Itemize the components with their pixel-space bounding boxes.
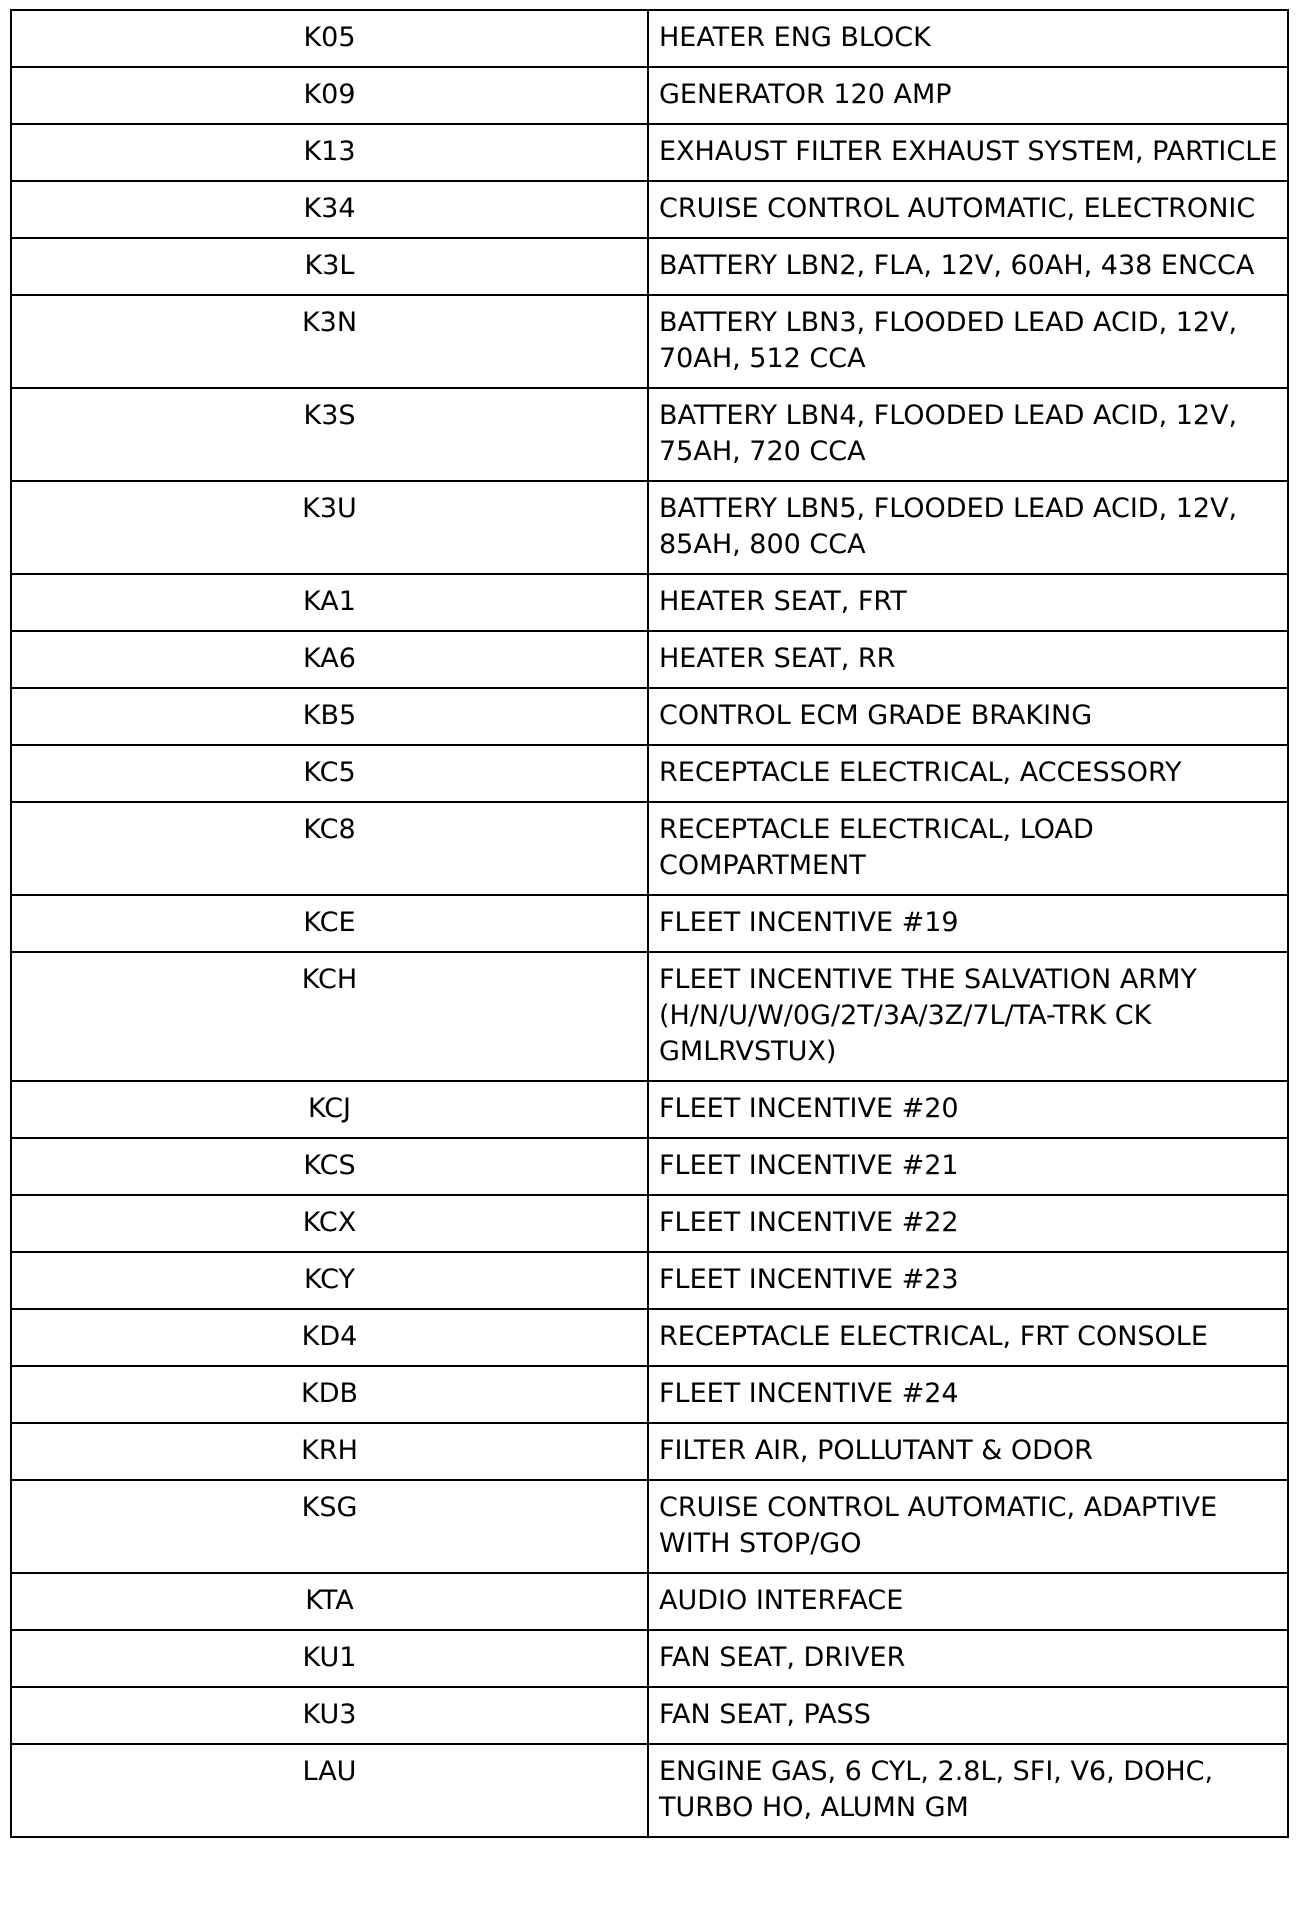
option-code-cell: KCS xyxy=(11,1138,648,1195)
option-description-cell: FAN SEAT, PASS xyxy=(648,1687,1288,1744)
option-description-cell: FLEET INCENTIVE #19 xyxy=(648,895,1288,952)
option-code-cell: LAU xyxy=(11,1744,648,1837)
option-code-cell: KD4 xyxy=(11,1309,648,1366)
option-description-cell: FLEET INCENTIVE #24 xyxy=(648,1366,1288,1423)
option-code-cell: K05 xyxy=(11,10,648,67)
table-row xyxy=(11,1366,1288,1423)
table-row xyxy=(11,895,1288,952)
option-description-cell: EXHAUST FILTER EXHAUST SYSTEM, PARTICLE xyxy=(648,124,1288,181)
option-code-cell: KTA xyxy=(11,1573,648,1630)
table-row xyxy=(11,67,1288,124)
option-code-cell: KCJ xyxy=(11,1081,648,1138)
table-row xyxy=(11,745,1288,802)
table-row xyxy=(11,1081,1288,1138)
option-code-cell: KU3 xyxy=(11,1687,648,1744)
option-code-cell: K3S xyxy=(11,388,648,481)
option-description-cell: BATTERY LBN4, FLOODED LEAD ACID, 12V, 75AH, 720 CCA xyxy=(648,388,1288,481)
table-row xyxy=(11,388,1288,481)
option-code-cell: KSG xyxy=(11,1480,648,1573)
table-row xyxy=(11,124,1288,181)
option-description-cell: CRUISE CONTROL AUTOMATIC, ADAPTIVE WITH STOP/GO xyxy=(648,1480,1288,1573)
option-code-cell: KRH xyxy=(11,1423,648,1480)
option-codes-table xyxy=(10,9,1289,1838)
table-row xyxy=(11,1252,1288,1309)
option-description-cell: HEATER SEAT, RR xyxy=(648,631,1288,688)
option-code-cell: KCX xyxy=(11,1195,648,1252)
table-row xyxy=(11,1423,1288,1480)
option-description-cell: HEATER SEAT, FRT xyxy=(648,574,1288,631)
option-description-cell: BATTERY LBN2, FLA, 12V, 60AH, 438 ENCCA xyxy=(648,238,1288,295)
table-row xyxy=(11,10,1288,67)
option-description-cell: AUDIO INTERFACE xyxy=(648,1573,1288,1630)
table-row xyxy=(11,1480,1288,1573)
option-code-cell: KC5 xyxy=(11,745,648,802)
option-code-cell: K3N xyxy=(11,295,648,388)
option-code-cell: KA1 xyxy=(11,574,648,631)
table-row xyxy=(11,952,1288,1081)
option-code-cell: KDB xyxy=(11,1366,648,1423)
table-row xyxy=(11,802,1288,895)
option-code-cell: KA6 xyxy=(11,631,648,688)
table-row xyxy=(11,481,1288,574)
option-codes-table-body xyxy=(11,10,1288,1837)
table-row xyxy=(11,1138,1288,1195)
option-description-cell: FILTER AIR, POLLUTANT & ODOR xyxy=(648,1423,1288,1480)
option-code-cell: KU1 xyxy=(11,1630,648,1687)
option-description-cell: FLEET INCENTIVE #20 xyxy=(648,1081,1288,1138)
option-code-cell: KCH xyxy=(11,952,648,1081)
option-code-cell: K3L xyxy=(11,238,648,295)
option-code-cell: K3U xyxy=(11,481,648,574)
table-row xyxy=(11,688,1288,745)
option-description-cell: FLEET INCENTIVE #21 xyxy=(648,1138,1288,1195)
table-row xyxy=(11,1630,1288,1687)
option-description-cell: RECEPTACLE ELECTRICAL, LOAD COMPARTMENT xyxy=(648,802,1288,895)
option-description-cell: RECEPTACLE ELECTRICAL, FRT CONSOLE xyxy=(648,1309,1288,1366)
option-code-cell: K13 xyxy=(11,124,648,181)
table-row xyxy=(11,1309,1288,1366)
option-code-cell: KCY xyxy=(11,1252,648,1309)
option-description-cell: FLEET INCENTIVE #22 xyxy=(648,1195,1288,1252)
option-description-cell: BATTERY LBN3, FLOODED LEAD ACID, 12V, 70AH, 512 CCA xyxy=(648,295,1288,388)
table-row xyxy=(11,1573,1288,1630)
option-description-cell: RECEPTACLE ELECTRICAL, ACCESSORY xyxy=(648,745,1288,802)
table-row xyxy=(11,1195,1288,1252)
table-row xyxy=(11,574,1288,631)
table-row xyxy=(11,1687,1288,1744)
table-row xyxy=(11,181,1288,238)
table-row xyxy=(11,631,1288,688)
option-description-cell: CONTROL ECM GRADE BRAKING xyxy=(648,688,1288,745)
option-description-cell: FAN SEAT, DRIVER xyxy=(648,1630,1288,1687)
option-description-cell: FLEET INCENTIVE #23 xyxy=(648,1252,1288,1309)
option-code-cell: KCE xyxy=(11,895,648,952)
option-description-cell: HEATER ENG BLOCK xyxy=(648,10,1288,67)
table-row xyxy=(11,1744,1288,1837)
table-row xyxy=(11,295,1288,388)
option-description-cell: ENGINE GAS, 6 CYL, 2.8L, SFI, V6, DOHC, TURBO HO, ALUMN GM xyxy=(648,1744,1288,1837)
option-code-cell: K09 xyxy=(11,67,648,124)
option-description-cell: BATTERY LBN5, FLOODED LEAD ACID, 12V, 85AH, 800 CCA xyxy=(648,481,1288,574)
option-description-cell: GENERATOR 120 AMP xyxy=(648,67,1288,124)
option-code-cell: KC8 xyxy=(11,802,648,895)
option-description-cell: FLEET INCENTIVE THE SALVATION ARMY (H/N/U/W/0G/2T/3A/3Z/7L/TA-TRK CK GMLRVSTUX) xyxy=(648,952,1288,1081)
table-row xyxy=(11,238,1288,295)
option-description-cell: CRUISE CONTROL AUTOMATIC, ELECTRONIC xyxy=(648,181,1288,238)
option-code-cell: K34 xyxy=(11,181,648,238)
option-code-cell: KB5 xyxy=(11,688,648,745)
